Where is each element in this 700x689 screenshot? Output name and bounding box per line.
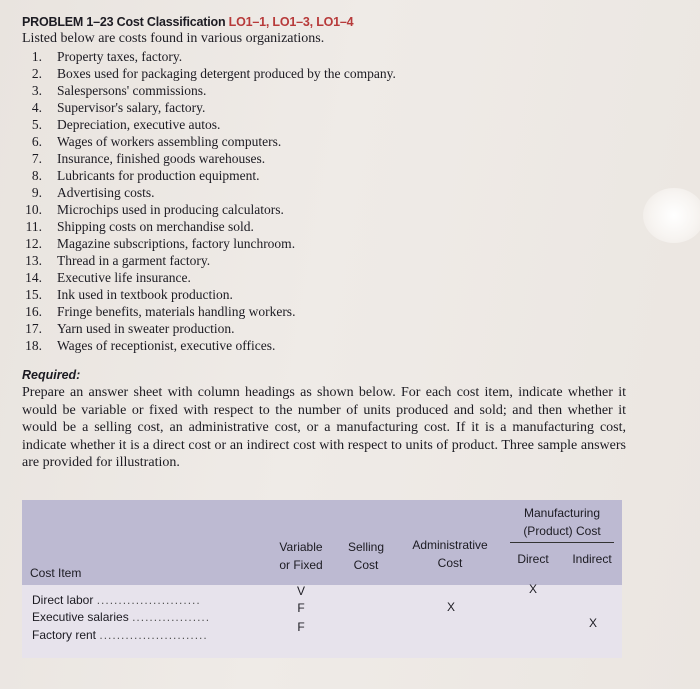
item-number: 9. [31,185,42,200]
row-label [32,628,208,642]
required-text: Prepare an answer sheet with column headings as shown below. For each cost item, indicate whether it would be variable or fixed with respect to the number of units produced and sold; and then whether it would be a selling cost, an administrative cost, or a manufacturing cost. If it is a manufacturing cost, indicate whether it is a direct cost or an indirect cost with respect to units of product. Three sample answers are provided for illustration. [22,385,626,470]
problem-title-text: PROBLEM 1–23 Cost Classification [22,15,226,29]
list-item [14,150,396,167]
item-number: 8. [31,168,42,183]
cell-variable: F [297,620,305,634]
list-item [14,99,396,116]
leader-dots: ......................... [99,628,208,642]
list-item [14,82,396,99]
header-cost-item: Cost Item [30,566,82,580]
list-item [14,235,396,252]
item-text: Magazine subscriptions, factory lunchroom. [57,236,296,251]
list-item [14,184,396,201]
cell-administrative: X [446,600,455,614]
item-number: 18. [25,338,42,353]
header-manufacturing [510,504,614,543]
header-indirect: Indirect [572,552,612,566]
item-number: 4. [31,100,42,115]
list-item [14,286,396,303]
header-manufacturing-line2: (Product) Cost [510,522,614,543]
item-number: 7. [31,151,42,166]
item-number: 5. [31,117,42,132]
item-number: 3. [31,83,42,98]
item-text: Supervisor's salary, factory. [57,100,206,115]
item-text: Yarn used in sweater production. [57,321,235,336]
required-label: Required: [22,368,81,382]
light-glare [643,188,700,243]
item-text: Insurance, finished goods warehouses. [57,151,266,166]
item-number: 16. [25,304,42,319]
list-item [14,48,396,65]
leader-dots: .................. [132,610,211,624]
cell-indirect: X [588,616,597,630]
item-text: Lubricants for production equipment. [57,168,260,183]
header-variable [268,538,334,574]
list-item [14,337,396,354]
item-number: 12. [25,236,42,251]
item-text: Property taxes, factory. [57,49,183,64]
item-text: Thread in a garment factory. [57,253,211,268]
row-label [32,593,201,607]
item-text: Microchips used in producing calculators. [57,202,284,217]
list-item [14,320,396,337]
header-administrative [402,536,498,572]
header-selling-line2: Cost [353,558,379,572]
header-direct: Direct [517,552,549,566]
item-text: Executive life insurance. [57,270,191,285]
cell-variable: V [296,584,305,598]
row-item: Direct labor [32,593,94,607]
item-number: 10. [25,202,42,217]
header-manufacturing-line1: Manufacturing [523,506,601,520]
list-item [14,201,396,218]
row-item: Factory rent [32,628,97,642]
cell-variable: F [297,601,305,615]
header-variable-line2: or Fixed [279,558,323,572]
item-number: 6. [31,134,42,149]
row-item: Executive salaries [32,610,129,624]
item-text: Boxes used for packaging detergent produced by the company. [57,66,396,81]
cell-direct: X [528,582,537,596]
header-administrative-line1: Administrative [412,538,488,552]
list-item [14,303,396,320]
header-selling-line1: Selling [347,540,385,554]
item-number: 17. [25,321,42,336]
cost-list [14,48,396,354]
list-item [14,116,396,133]
item-number: 2. [31,66,42,81]
item-text: Wages of workers assembling computers. [57,134,282,149]
item-text: Advertising costs. [57,185,155,200]
list-item [14,167,396,184]
item-number: 1. [31,49,42,64]
learning-objectives: LO1–1, LO1–3, LO1–4 [228,15,354,29]
item-text: Wages of receptionist, executive offices. [57,338,276,353]
item-number: 15. [25,287,42,302]
problem-title [22,15,353,29]
item-text: Ink used in textbook production. [57,287,233,302]
problem-intro: Listed below are costs found in various organizations. [22,31,325,46]
header-selling [338,538,394,574]
item-text: Shipping costs on merchandise sold. [57,219,254,234]
item-number: 11. [25,219,42,234]
item-number: 13. [25,253,42,268]
list-item [14,269,396,286]
list-item [14,218,396,235]
list-item [14,133,396,150]
item-number: 14. [25,270,42,285]
leader-dots: ........................ [96,593,201,607]
row-label [32,610,210,624]
item-text: Fringe benefits, materials handling workers. [57,304,296,319]
item-text: Salespersons' commissions. [57,83,207,98]
list-item [14,252,396,269]
list-item [14,65,396,82]
header-variable-line1: Variable [279,540,323,554]
item-text: Depreciation, executive autos. [57,117,221,132]
answer-table [22,500,622,660]
header-administrative-line2: Cost [437,556,463,570]
